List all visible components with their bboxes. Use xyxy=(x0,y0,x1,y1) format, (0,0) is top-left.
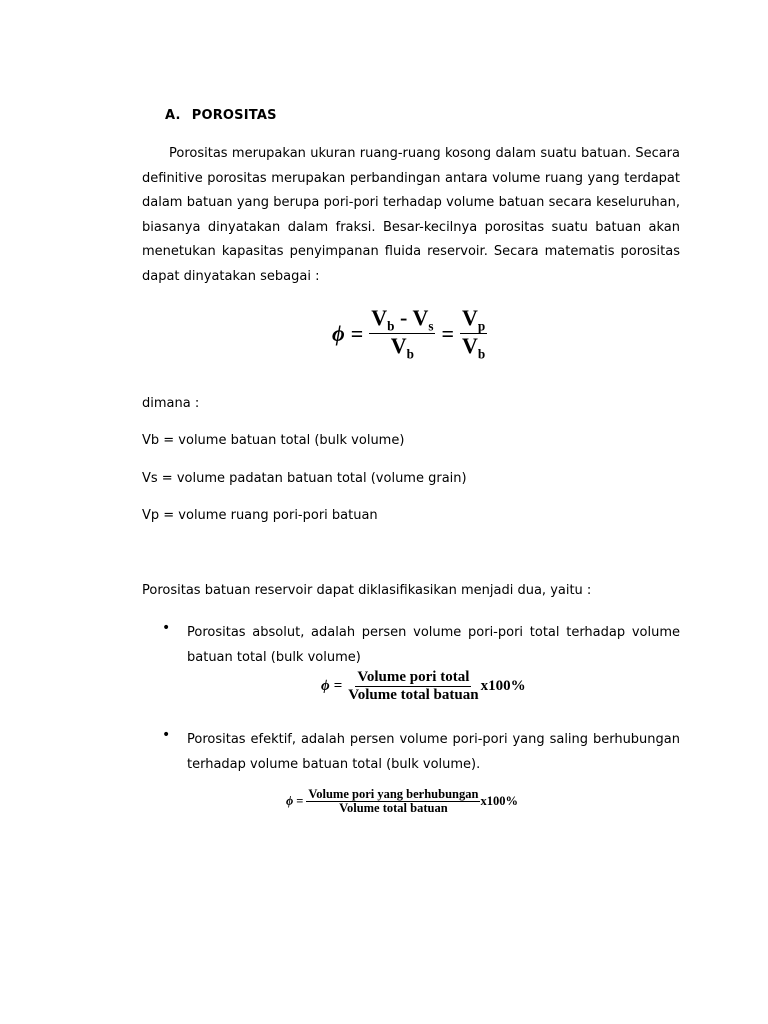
bullet-marker: • xyxy=(162,727,171,743)
section-title: POROSITAS xyxy=(191,108,277,123)
equals-sign: = xyxy=(333,678,343,695)
bullet-text: Porositas absolut, adalah persen volume pori-pori total terhadap volume batuan total (bulk volume) xyxy=(187,625,680,665)
where-label: dimana : xyxy=(142,396,200,411)
section-heading xyxy=(165,108,277,123)
phi-symbol: ϕ xyxy=(321,678,330,695)
fraction-numerator: $V_b - V_s$ xyxy=(371,305,434,334)
absolute-porosity-formula xyxy=(321,670,526,703)
equals-sign: = xyxy=(350,321,364,347)
fraction xyxy=(346,670,480,703)
fraction-pore-over-bulk xyxy=(460,306,487,362)
phi-symbol: ϕ xyxy=(286,794,294,809)
fraction-numerator: Volume pori total xyxy=(357,669,470,685)
phi-symbol: ϕ xyxy=(332,321,345,347)
section-number: A. xyxy=(165,108,181,123)
classification-intro: Porositas batuan reservoir dapat diklasifikasikan menjadi dua, yaitu : xyxy=(142,583,592,598)
definition-vb: Vb = volume batuan total (bulk volume) xyxy=(142,433,405,448)
porosity-main-formula xyxy=(332,306,487,362)
equals-sign-2: = xyxy=(441,321,455,347)
fraction-bulk-minus-solid xyxy=(369,306,435,362)
fraction-denominator: Volume total batuan xyxy=(339,801,448,816)
percent-suffix: x100% xyxy=(480,678,526,695)
equals-sign: = xyxy=(296,794,304,809)
fraction-numerator-2: $V_p$ xyxy=(462,305,486,334)
effective-porosity-formula xyxy=(286,788,518,816)
fraction-denominator: $V_b$ xyxy=(390,333,414,362)
bullet-marker: • xyxy=(162,620,171,636)
fraction xyxy=(306,788,480,816)
fraction-denominator: Volume total batuan xyxy=(348,686,479,703)
fraction-denominator-2: $V_b$ xyxy=(462,333,486,362)
intro-paragraph: Porositas merupakan ukuran ruang-ruang kosong dalam suatu batuan. Secara definitive porositas merupakan perbandingan antara volume ruang yang terdapat dalam batuan yang berupa pori-pori terhadap volume batuan secara keseluruhan, biasanya dinyatakan dalam fraksi. Besar-kecilnya porositas suatu batuan akan menetukan kapasitas penyimpanan fluida reservoir. Secara matematis porositas dapat dinyatakan sebagai : xyxy=(142,146,680,284)
definition-vs: Vs = volume padatan batuan total (volume grain) xyxy=(142,471,467,486)
definition-vp: Vp = volume ruang pori-pori batuan xyxy=(142,508,378,523)
percent-suffix: x100% xyxy=(480,794,518,809)
fraction-numerator: Volume pori yang berhubungan xyxy=(308,787,479,801)
bullet-text: Porositas efektif, adalah persen volume pori-pori yang saling berhubungan terhadap volume batuan total (bulk volume). xyxy=(187,732,680,772)
